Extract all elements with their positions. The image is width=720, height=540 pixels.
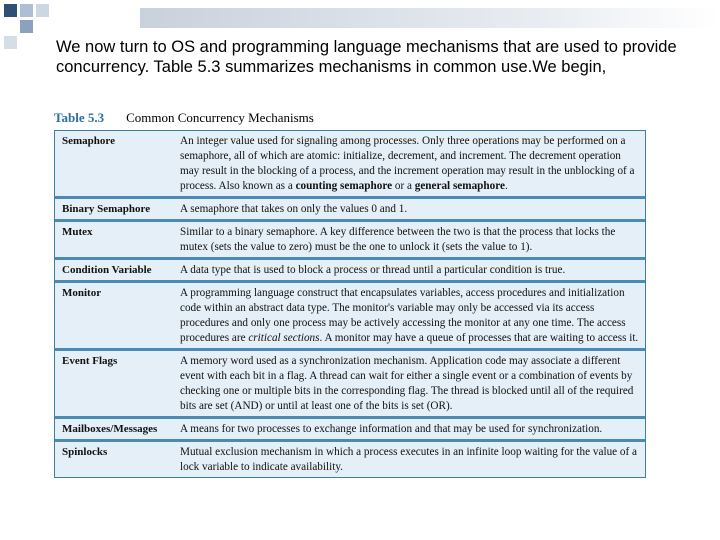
- intro-paragraph: We now turn to OS and programming language mechanisms that are used to provide concurrency. Table 5.3 summarizes mechanisms in common use.We begin,: [56, 38, 677, 76]
- mechanism-term: Monitor: [62, 287, 102, 299]
- mechanism-definition: [178, 351, 645, 416]
- definition-segment: counting semaphore: [295, 180, 393, 192]
- mechanism-definition: [178, 283, 645, 348]
- definition-segment: general semaphore: [414, 180, 505, 192]
- mechanism-term: Spinlocks: [62, 446, 108, 458]
- definition-segment: A data type that is used to block a process or thread until a particular condition is true.: [180, 264, 566, 276]
- definition-segment: A memory word used as a synchronization mechanism. Application code may associate a different event with each bit in a flag. A thread can wait for either a single event or a combination of events by checking one or multiple bits in the corresponding flag. The thread is blocked until all of the required bits are set (AND) or until at least one of the bits is set (OR).: [180, 355, 634, 412]
- mechanism-definition: [178, 199, 645, 219]
- decor-square: [20, 20, 33, 33]
- concurrency-mechanisms-table: [54, 130, 646, 478]
- definition-segment: Mutual exclusion mechanism in which a process executes in an infinite loop waiting for the value of a lock variable to indicate availability.: [180, 446, 638, 473]
- mechanism-definition: [178, 260, 645, 280]
- table-row: [55, 442, 645, 478]
- mechanism-definition: [178, 419, 645, 439]
- definition-segment: critical sections: [248, 332, 320, 344]
- mechanism-definition: [178, 442, 645, 477]
- decor-square: [4, 4, 17, 17]
- mechanism-term: Semaphore: [62, 135, 115, 147]
- table-row: [55, 199, 645, 222]
- mechanism-term: Condition Variable: [62, 264, 152, 276]
- mechanism-term: Mailboxes/Messages: [62, 423, 158, 435]
- definition-segment: An integer value used for signaling among processes. Only three operations may be performed on a semaphore, all of which are atomic: initialize, decrement, and increment. The decrement operation may result in the blocking of a process, and the increment operation may result in the unblocking of a process. Also known as a: [180, 135, 635, 192]
- decor-square: [36, 4, 49, 17]
- definition-segment: .: [504, 180, 508, 192]
- table-row: [55, 419, 645, 442]
- definition-segment: or a: [392, 180, 415, 192]
- definition-segment: . A monitor may have a queue of processes that are waiting to access it.: [319, 332, 639, 344]
- table-title: Common Concurrency Mechanisms: [126, 110, 314, 125]
- table-row: [55, 351, 645, 419]
- table-row: [55, 260, 645, 283]
- header-gradient-bar: [140, 8, 720, 28]
- mechanism-term: Mutex: [62, 226, 93, 238]
- table-row: [55, 131, 645, 199]
- mechanism-term: Binary Semaphore: [62, 203, 151, 215]
- table-row: [55, 283, 645, 351]
- mechanism-definition: [178, 131, 645, 196]
- decor-square: [4, 36, 17, 49]
- table-row: [55, 222, 645, 260]
- definition-segment: A programming language construct that encapsulates variables, access procedures and initialization code within an abstract data type. The monitor's variable may only be accessed via its access procedures and only one process may be actively accessing the monitor at any one time. The access procedures are: [180, 287, 626, 344]
- table-caption: [54, 110, 314, 126]
- decor-square: [20, 4, 33, 17]
- table-number: Table 5.3: [54, 110, 105, 125]
- definition-segment: Similar to a binary semaphore. A key difference between the two is that the process that locks the mutex (sets the value to zero) must be the one to unlock it (sets the value to 1).: [180, 226, 616, 253]
- definition-segment: A semaphore that takes on only the values 0 and 1.: [180, 203, 408, 215]
- mechanism-term: Event Flags: [62, 355, 118, 367]
- definition-segment: A means for two processes to exchange information and that may be used for synchronization.: [180, 423, 603, 435]
- mechanism-definition: [178, 222, 645, 257]
